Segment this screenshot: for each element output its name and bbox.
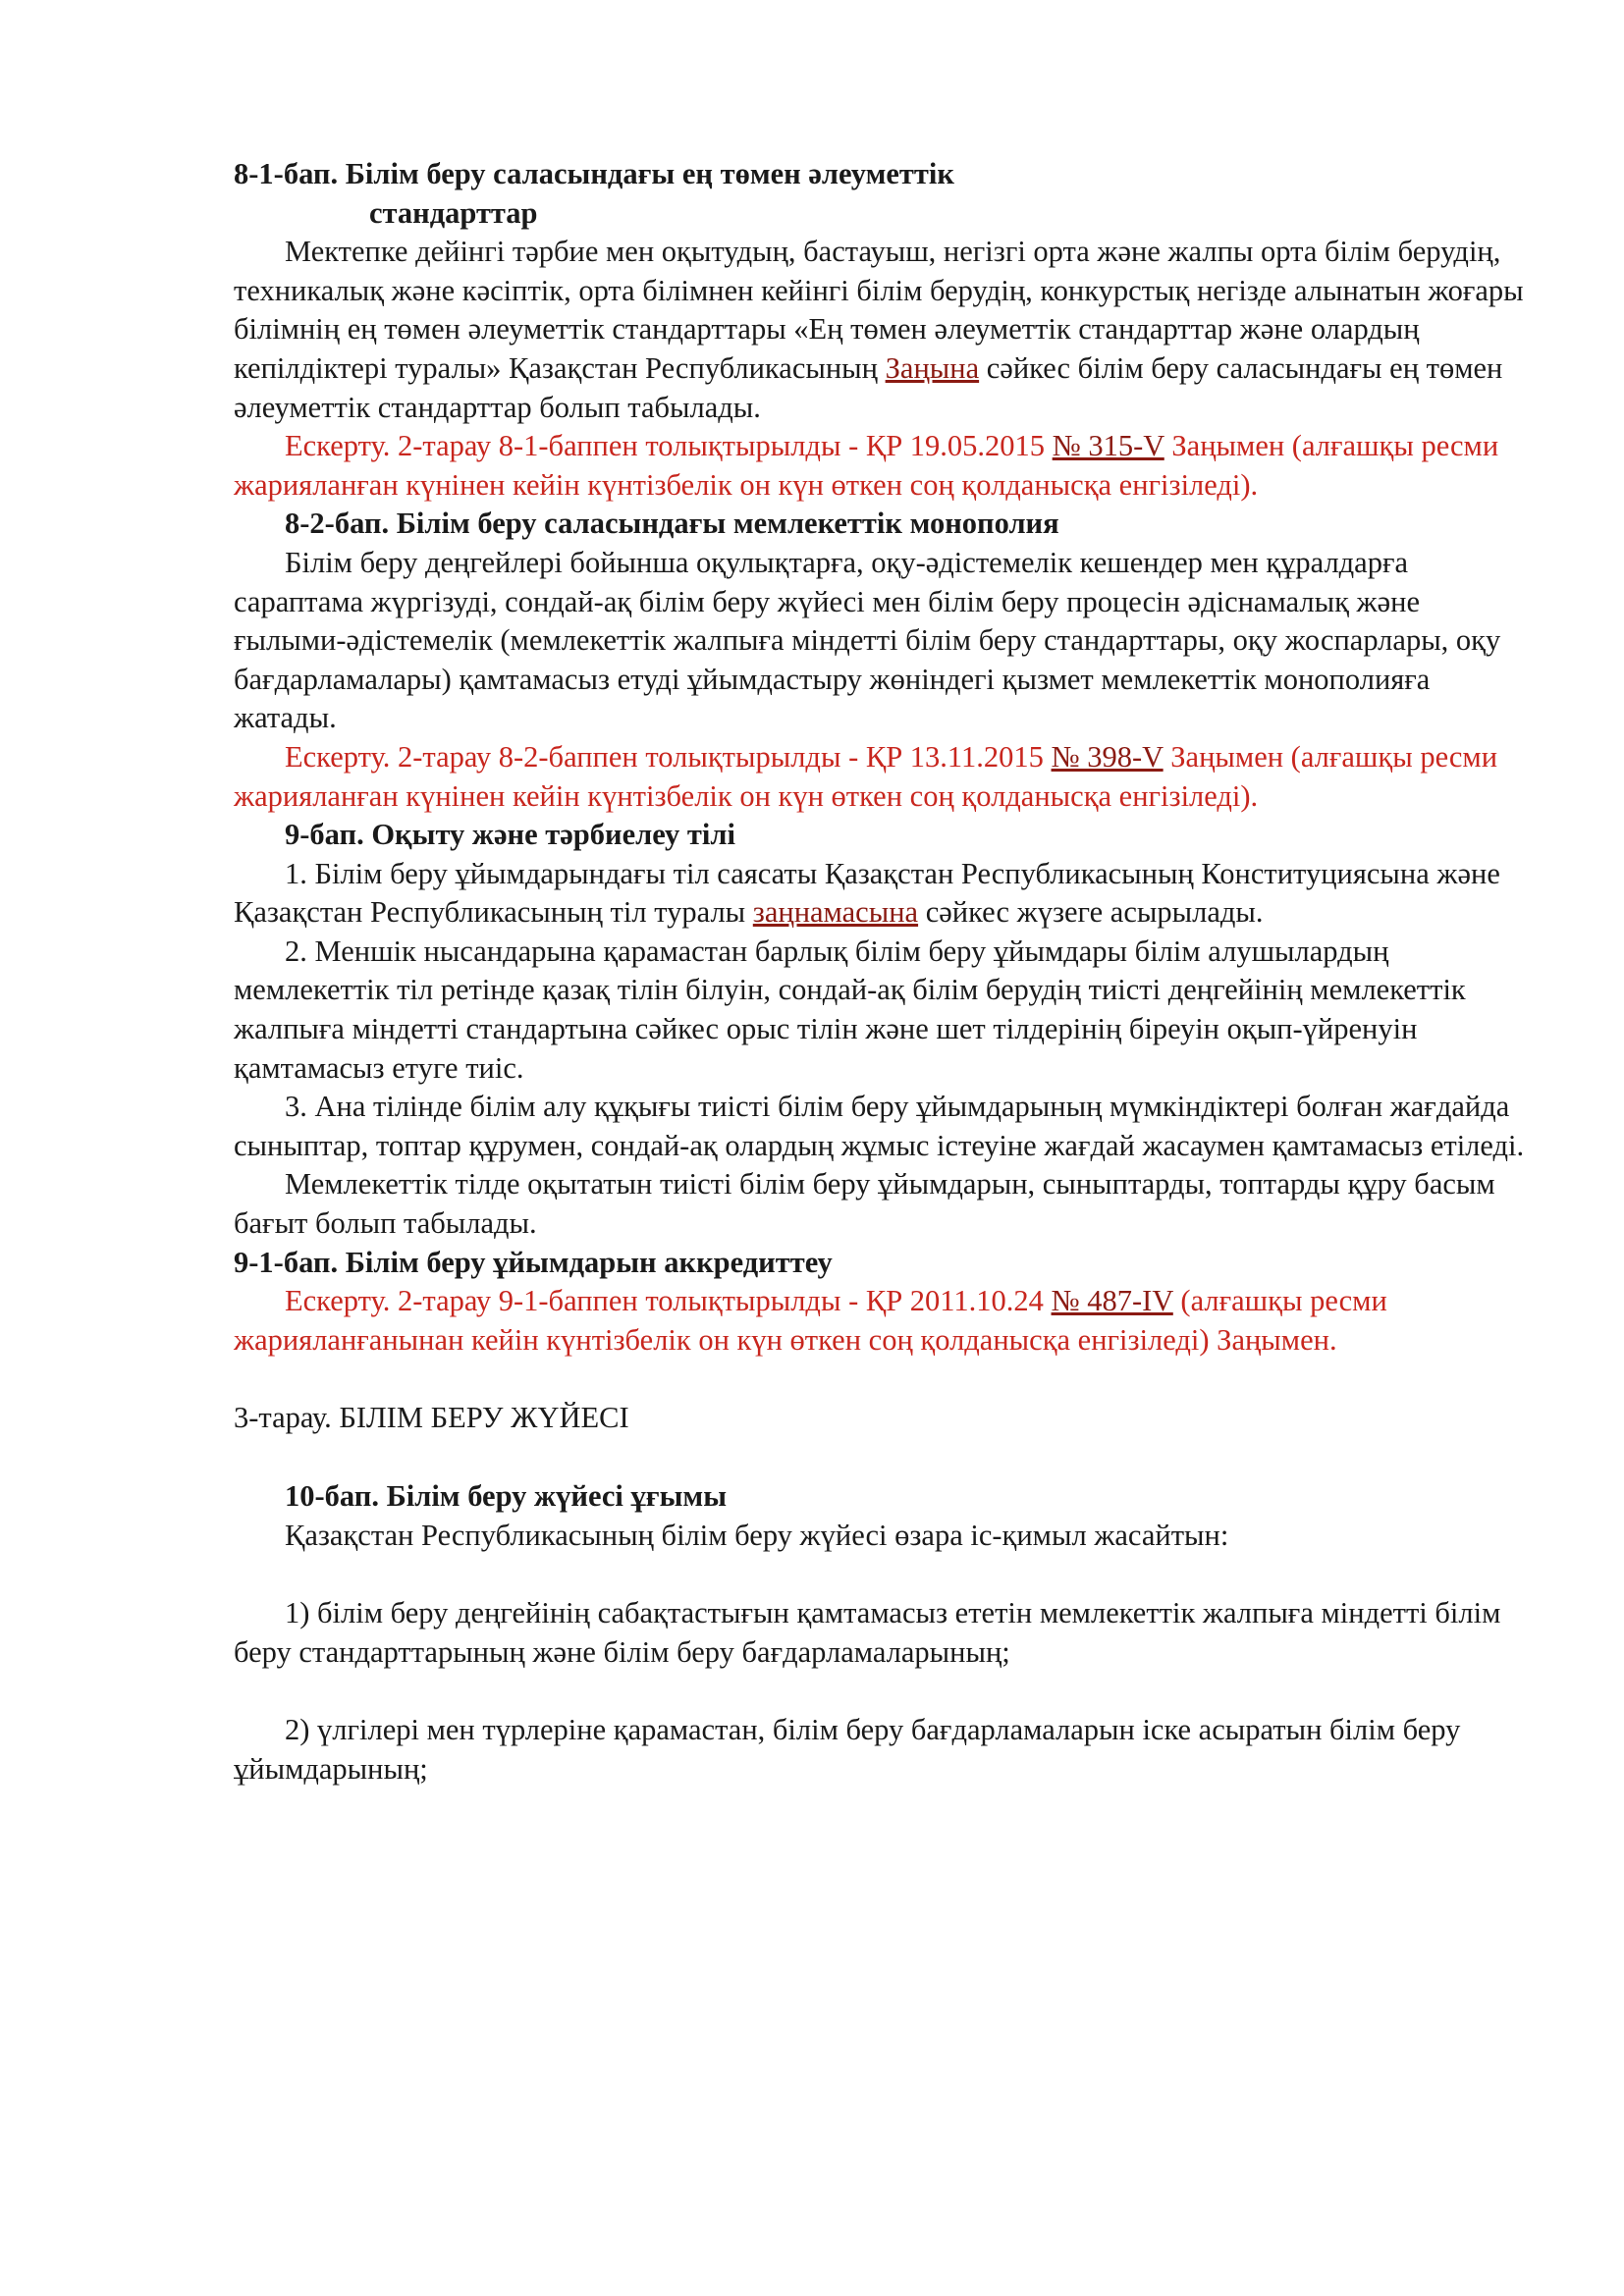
article-9-heading: 9-бап. Оқыту және тәрбиелеу тілі [285,818,735,852]
article-8-1-text-a: Мектепке дейінгі тәрбие мен оқытудың, бастауыш, негізгі орта және жалпы орта білім берудің, техникалық және кәсіптік, орта білімнен кейінгі білім берудің, конкурстық негізде алынатын жоғары білімнің ең төмен әлеуметтік стандарттары «Ең төмен әлеуметтік стандарттар және олардың кепілдіктері туралы» Қазақстан Республикасының [234,235,1524,385]
law-398-v-link[interactable]: № 398-V [1051,739,1164,774]
article-9-p1-text-a: 1. Білім беру ұйымдарындағы тіл саясаты Қазақстан Республикасының Конституциясына және Қазақстан Республикасының тіл туралы [234,856,1500,930]
article-8-1-note [234,427,1530,505]
article-10-item-1: 1) білім беру деңгейінің сабақтастығын қамтамасыз ететін мемлекеттік жалпыға міндетті білім беру стандарттарының және білім беру бағдарламаларының; [234,1596,1501,1669]
law-315-v-link[interactable]: № 315-V [1052,429,1164,463]
law-link[interactable]: Заңына [885,350,980,385]
article-9-1-note-text-b: (алғашқы ресми жарияланғанынан кейін күнтізбелік он күн өткен соң қолданысқа енгізіледі) Заңымен. [234,1284,1387,1357]
article-8-2-note-text-b: Заңымен (алғашқы ресми жарияланған күнінен кейін күнтізбелік он күн өткен соң қолданысқа енгізіледі). [234,739,1498,813]
article-9-paragraph-1 [234,855,1530,933]
section-3-title: 3-тарау. БІЛІМ БЕРУ ЖҮЙЕСІ [234,1401,629,1435]
article-9-1-note [234,1282,1530,1360]
article-10-intro: Қазақстан Республикасының білім беру жүйесі өзара іс-қимыл жасайтын: [285,1518,1229,1552]
article-8-2-note [234,738,1530,816]
article-9-1-note-text-a: Ескерту. 2-тарау 9-1-баппен толықтырылды - ҚР 2011.10.24 [285,1284,1052,1318]
article-8-1-text-b: сәйкес білім беру саласындағы ең төмен әлеуметтік стандарттар болып табылады. [234,350,1503,424]
article-10-heading: 10-бап. Білім беру жүйесі ұғымы [285,1479,728,1513]
article-8-1-note-text-b: Заңымен (алғашқы ресми жарияланған күнінен кейін күнтізбелік он күн өткен соң қолданысқа енгізіледі). [234,429,1499,502]
article-9-1-heading: 9-1-бап. Білім беру ұйымдарын аккредиттеу [234,1245,833,1279]
article-8-1-note-text-a: Ескерту. 2-тарау 8-1-баппен толықтырылды - ҚР 19.05.2015 [285,429,1053,463]
article-9-paragraph-2: 2. Меншік нысандарына қарамастан барлық білім беру ұйымдары білім алушылардың мемлекеттік тіл ретінде қазақ тілін білуін, сондай-ақ білім берудің тиісті деңгейінің мемлекеттік жалпыға міндетті стандартына сәйкес орыс тілін және шет тілдерінің біреуін оқып-үйренуін қамтамасыз етуге тиіс. [234,934,1466,1085]
legislation-link[interactable]: заңнамасына [752,895,919,930]
law-487-iv-link[interactable]: № 487-IV [1051,1284,1173,1318]
article-8-1-heading: 8-1-бап. Білім беру саласындағы ең төмен әлеуметтік [234,157,954,190]
article-9-p1-text-b: сәйкес жүзеге асырылады. [918,895,1264,930]
article-8-1-heading-continued: стандарттар [369,195,538,230]
article-8-2-heading: 8-2-бап. Білім беру саласындағы мемлекеттік монополия [285,507,1059,541]
article-10-item-2: 2) үлгілері мен түрлеріне қарамастан, білім беру бағдарламаларын іске асыратын білім беру ұйымдарының; [234,1713,1461,1786]
article-9-paragraph-4: Мемлекеттік тілде оқытатын тиісті білім беру ұйымдарын, сыныптарды, топтарды құру басым бағыт болып табылады. [234,1167,1495,1241]
article-8-1-paragraph [234,233,1530,427]
document-page [234,155,1530,1789]
article-8-2-paragraph: Білім беру деңгейлері бойынша оқулықтарға, оқу-әдістемелік кешендер мен құралдарға сараптама жүргізуді, сондай-ақ білім беру жүйесі мен білім беру процесін әдіснамалық және ғылыми-әдістемелік (мемлекеттік жалпыға міндетті білім беру стандарттары, оқу жоспарлары, оқу бағдарламалары) қамтамасыз етуді ұйымдастыру жөніндегі қызмет мемлекеттік монополияға жатады. [234,545,1501,735]
article-8-2-note-text-a: Ескерту. 2-тарау 8-2-баппен толықтырылды - ҚР 13.11.2015 [285,739,1052,774]
article-9-paragraph-3: 3. Ана тілінде білім алу құқығы тиісті білім беру ұйымдарының мүмкіндіктері болған жағдайда сыныптар, топтар құрумен, сондай-ақ олардың жұмыс істеуіне жағдай жасаумен қамтамасыз етіледі. [234,1090,1525,1162]
